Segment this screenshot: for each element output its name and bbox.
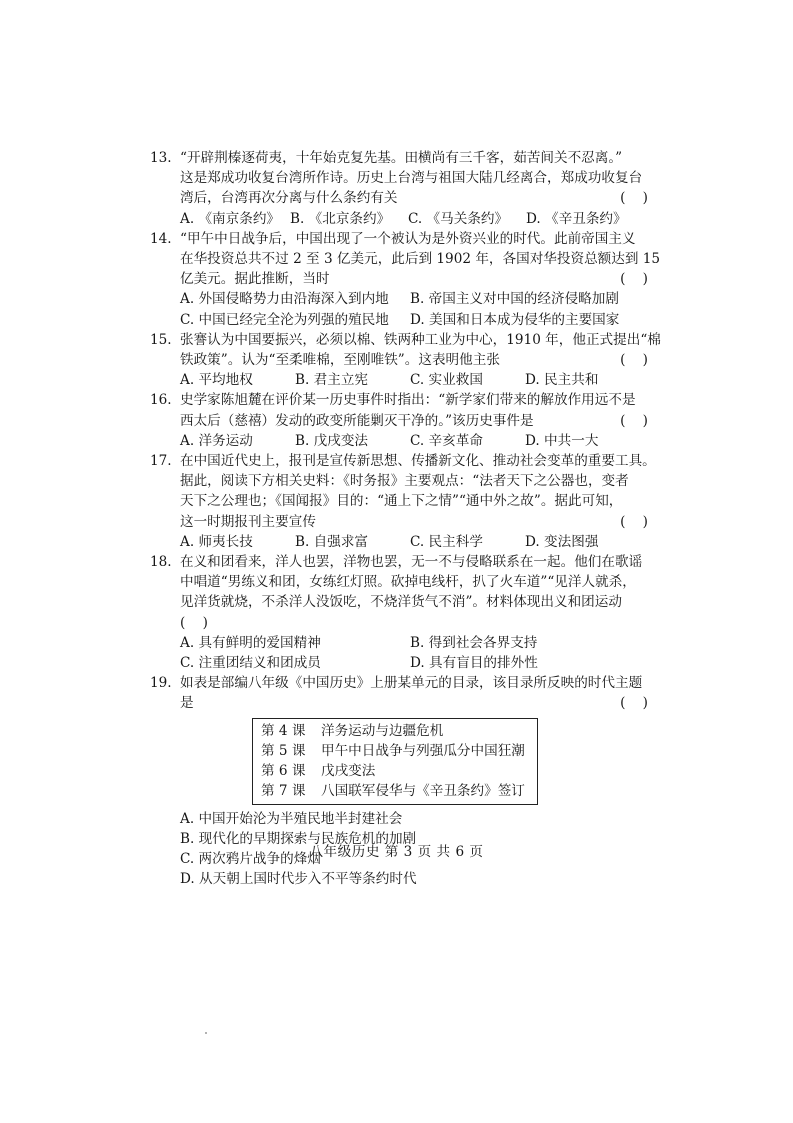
- question-15: [150, 330, 661, 391]
- option-c[interactable]: C. 辛亥革命: [410, 432, 483, 449]
- option-b[interactable]: B. 现代化的早期探索与民族危机的加剧: [180, 830, 417, 847]
- question-stem-text: 铁政策”。认为“至柔唯棉，至刚唯铁”。这表明他主张: [180, 352, 500, 369]
- question-16: [150, 390, 650, 451]
- answer-blank[interactable]: ( ): [620, 513, 648, 530]
- toc-lesson-number: 第 5 课: [261, 742, 306, 759]
- question-stem-line: 如表是部编八年级《中国历史》上册某单元的目录，该目录所反映的时代主题: [180, 675, 643, 692]
- option-a[interactable]: A. 师夷长技: [180, 533, 253, 550]
- question-18: [150, 552, 650, 673]
- answer-blank[interactable]: ( ): [620, 190, 648, 207]
- question-stem-text: 亿美元。据此推断，当时: [180, 271, 330, 288]
- option-c[interactable]: C. 注重团结义和团成员: [180, 655, 321, 672]
- option-row: [180, 209, 650, 229]
- option-b[interactable]: B. 《北京条约》: [290, 210, 391, 227]
- toc-lesson-title: 洋务运动与边疆危机: [321, 722, 444, 739]
- option-d[interactable]: D. 从天朝上国时代步入不平等条约时代: [180, 871, 417, 888]
- question-stem-line: 见洋货就烧，不杀洋人没饭吃，不烧洋货气不消”。材料体现出义和团运动: [180, 594, 622, 611]
- option-c[interactable]: C. 两次鸦片战争的烽烟: [180, 850, 321, 867]
- question-body: [180, 229, 661, 330]
- question-stem-line: “甲午中日战争后，中国出现了一个被认为是外资兴业的时代。此前帝国主义: [180, 230, 636, 247]
- option-b[interactable]: B. 戊戌变法: [295, 432, 369, 449]
- option-a[interactable]: A. 洋务运动: [180, 432, 253, 449]
- question-stem-line: 在华投资总共不过 2 至 3 亿美元，此后到 1902 年，各国对华投资总额达到 15: [180, 251, 661, 268]
- toc-lesson-number: 第 7 课: [261, 783, 306, 800]
- question-body: [180, 390, 650, 451]
- option-a[interactable]: A. 中国开始沦为半殖民地半封建社会: [180, 810, 403, 827]
- option-a[interactable]: A. 外国侵略势力由沿海深入到内地: [180, 291, 389, 308]
- question-number: 19.: [150, 675, 172, 692]
- option-c[interactable]: C. 实业救国: [410, 372, 483, 389]
- question-stem-line: 天下之公理也；《国闻报》目的：“通上下之情”“通中外之故”。据此可知，: [180, 493, 623, 510]
- question-body: [180, 552, 650, 673]
- question-stem-line: “开辟荆榛逐荷夷，十年始克复先基。田横尚有三千客，茹苦间关不忍离。”: [180, 150, 623, 166]
- toc-row: [261, 741, 537, 761]
- question-number: 14.: [150, 230, 172, 247]
- question-stem-line: [180, 350, 650, 370]
- question-stem-line: [180, 411, 650, 431]
- question-stem-line: 在中国近代史上，报刊是宣传新思想、传播新文化、推动社会变革的重要工具。: [180, 453, 656, 470]
- question-list: [150, 148, 661, 889]
- question-stem-text: 西太后（慈禧）发动的政变所能剿灭干净的。”该历史事件是: [180, 412, 534, 429]
- question-stem-line: 据此，阅读下方相关史料：《时务报》主要观点：“法者天下之公器也，变者: [180, 473, 629, 490]
- question-stem-line: 史学家陈旭麓在评价某一历史事件时指出：“新学家们带来的解放作用远不是: [180, 392, 636, 409]
- question-13: [150, 148, 650, 229]
- question-number: 18.: [150, 554, 172, 571]
- toc-lesson-number: 第 6 课: [261, 763, 306, 780]
- toc-row: [261, 781, 537, 801]
- option-b[interactable]: B. 得到社会各界支持: [410, 634, 538, 651]
- answer-blank[interactable]: ( ): [620, 695, 648, 712]
- question-stem-line: 这是郑成功收复台湾所作诗。历史上台湾与祖国大陆几经离合，郑成功收复台: [180, 170, 643, 187]
- toc-row: [261, 761, 537, 781]
- question-body: [180, 148, 650, 229]
- option-a[interactable]: A. 《南京条约》: [180, 210, 281, 227]
- scan-speck: [205, 1032, 207, 1034]
- question-stem-line: [180, 188, 650, 208]
- question-number: 15.: [150, 331, 172, 348]
- answer-blank[interactable]: ( ): [620, 271, 648, 288]
- option-d[interactable]: D. 民主共和: [525, 372, 599, 389]
- question-number: 16.: [150, 392, 172, 409]
- option-b[interactable]: B. 帝国主义对中国的经济侵略加剧: [410, 291, 619, 308]
- question-stem-text: 湾后，台湾再次分离与什么条约有关: [180, 190, 398, 207]
- question-stem-line: 在义和团看来，洋人也罢，洋物也罢，无一不与侵略联系在一起。他们在歌谣: [180, 554, 643, 571]
- answer-blank[interactable]: ( ): [180, 614, 208, 631]
- option-c[interactable]: C. 《马关条约》: [408, 210, 509, 227]
- toc-row: [261, 721, 537, 741]
- question-stem-text: 这一时期报刊主要宣传: [180, 513, 316, 530]
- option-a[interactable]: A. 平均地权: [180, 372, 253, 389]
- question-number: 13.: [150, 150, 172, 166]
- toc-lesson-title: 甲午中日战争与列强瓜分中国狂潮: [321, 742, 525, 759]
- option-b[interactable]: B. 君主立宪: [295, 372, 369, 389]
- option-a[interactable]: A. 具有鲜明的爱国精神: [180, 634, 321, 651]
- option-d[interactable]: D. 《辛丑条约》: [526, 210, 627, 227]
- question-body: [180, 451, 656, 552]
- option-c[interactable]: C. 民主科学: [410, 533, 483, 550]
- option-grid: [180, 633, 650, 673]
- answer-blank[interactable]: ( ): [620, 352, 648, 369]
- question-stem-line: [180, 613, 650, 633]
- question-stem-line: [180, 269, 650, 289]
- question-number: 17.: [150, 453, 172, 470]
- toc-lesson-title: 戊戌变法: [321, 763, 376, 780]
- option-grid: [180, 289, 650, 329]
- option-row: [180, 532, 650, 552]
- table-of-contents-box: [252, 718, 538, 805]
- option-d[interactable]: D. 美国和日本成为侵华的主要国家: [410, 311, 620, 328]
- question-stem-line: 中唱道“男练义和团，女练红灯照。砍掉电线杆，扒了火车道”“见洋人就杀，: [180, 574, 636, 591]
- option-b[interactable]: B. 自强求富: [295, 533, 369, 550]
- question-stem-text: 是: [180, 695, 194, 712]
- page-footer: 八年级历史 第 3 页 共 6 页: [309, 844, 484, 860]
- option-d[interactable]: D. 具有盲目的排外性: [410, 655, 538, 672]
- option-row: [180, 370, 650, 390]
- option-row: [180, 431, 650, 451]
- toc-lesson-number: 第 4 课: [261, 722, 306, 739]
- question-stem-line: [180, 693, 650, 713]
- option-c[interactable]: C. 中国已经完全沦为列强的殖民地: [180, 311, 389, 328]
- question-body: [180, 330, 661, 391]
- question-stem-line: 张謇认为中国要振兴，必须以棉、铁两种工业为中心，1910 年，他正式提出“棉: [180, 331, 661, 348]
- question-14: [150, 229, 661, 330]
- answer-blank[interactable]: ( ): [620, 412, 648, 429]
- option-d[interactable]: D. 变法图强: [525, 533, 599, 550]
- option-d[interactable]: D. 中共一大: [525, 432, 599, 449]
- question-stem-line: [180, 512, 650, 532]
- toc-lesson-title: 八国联军侵华与《辛丑条约》签订: [321, 783, 525, 800]
- question-17: [150, 451, 656, 552]
